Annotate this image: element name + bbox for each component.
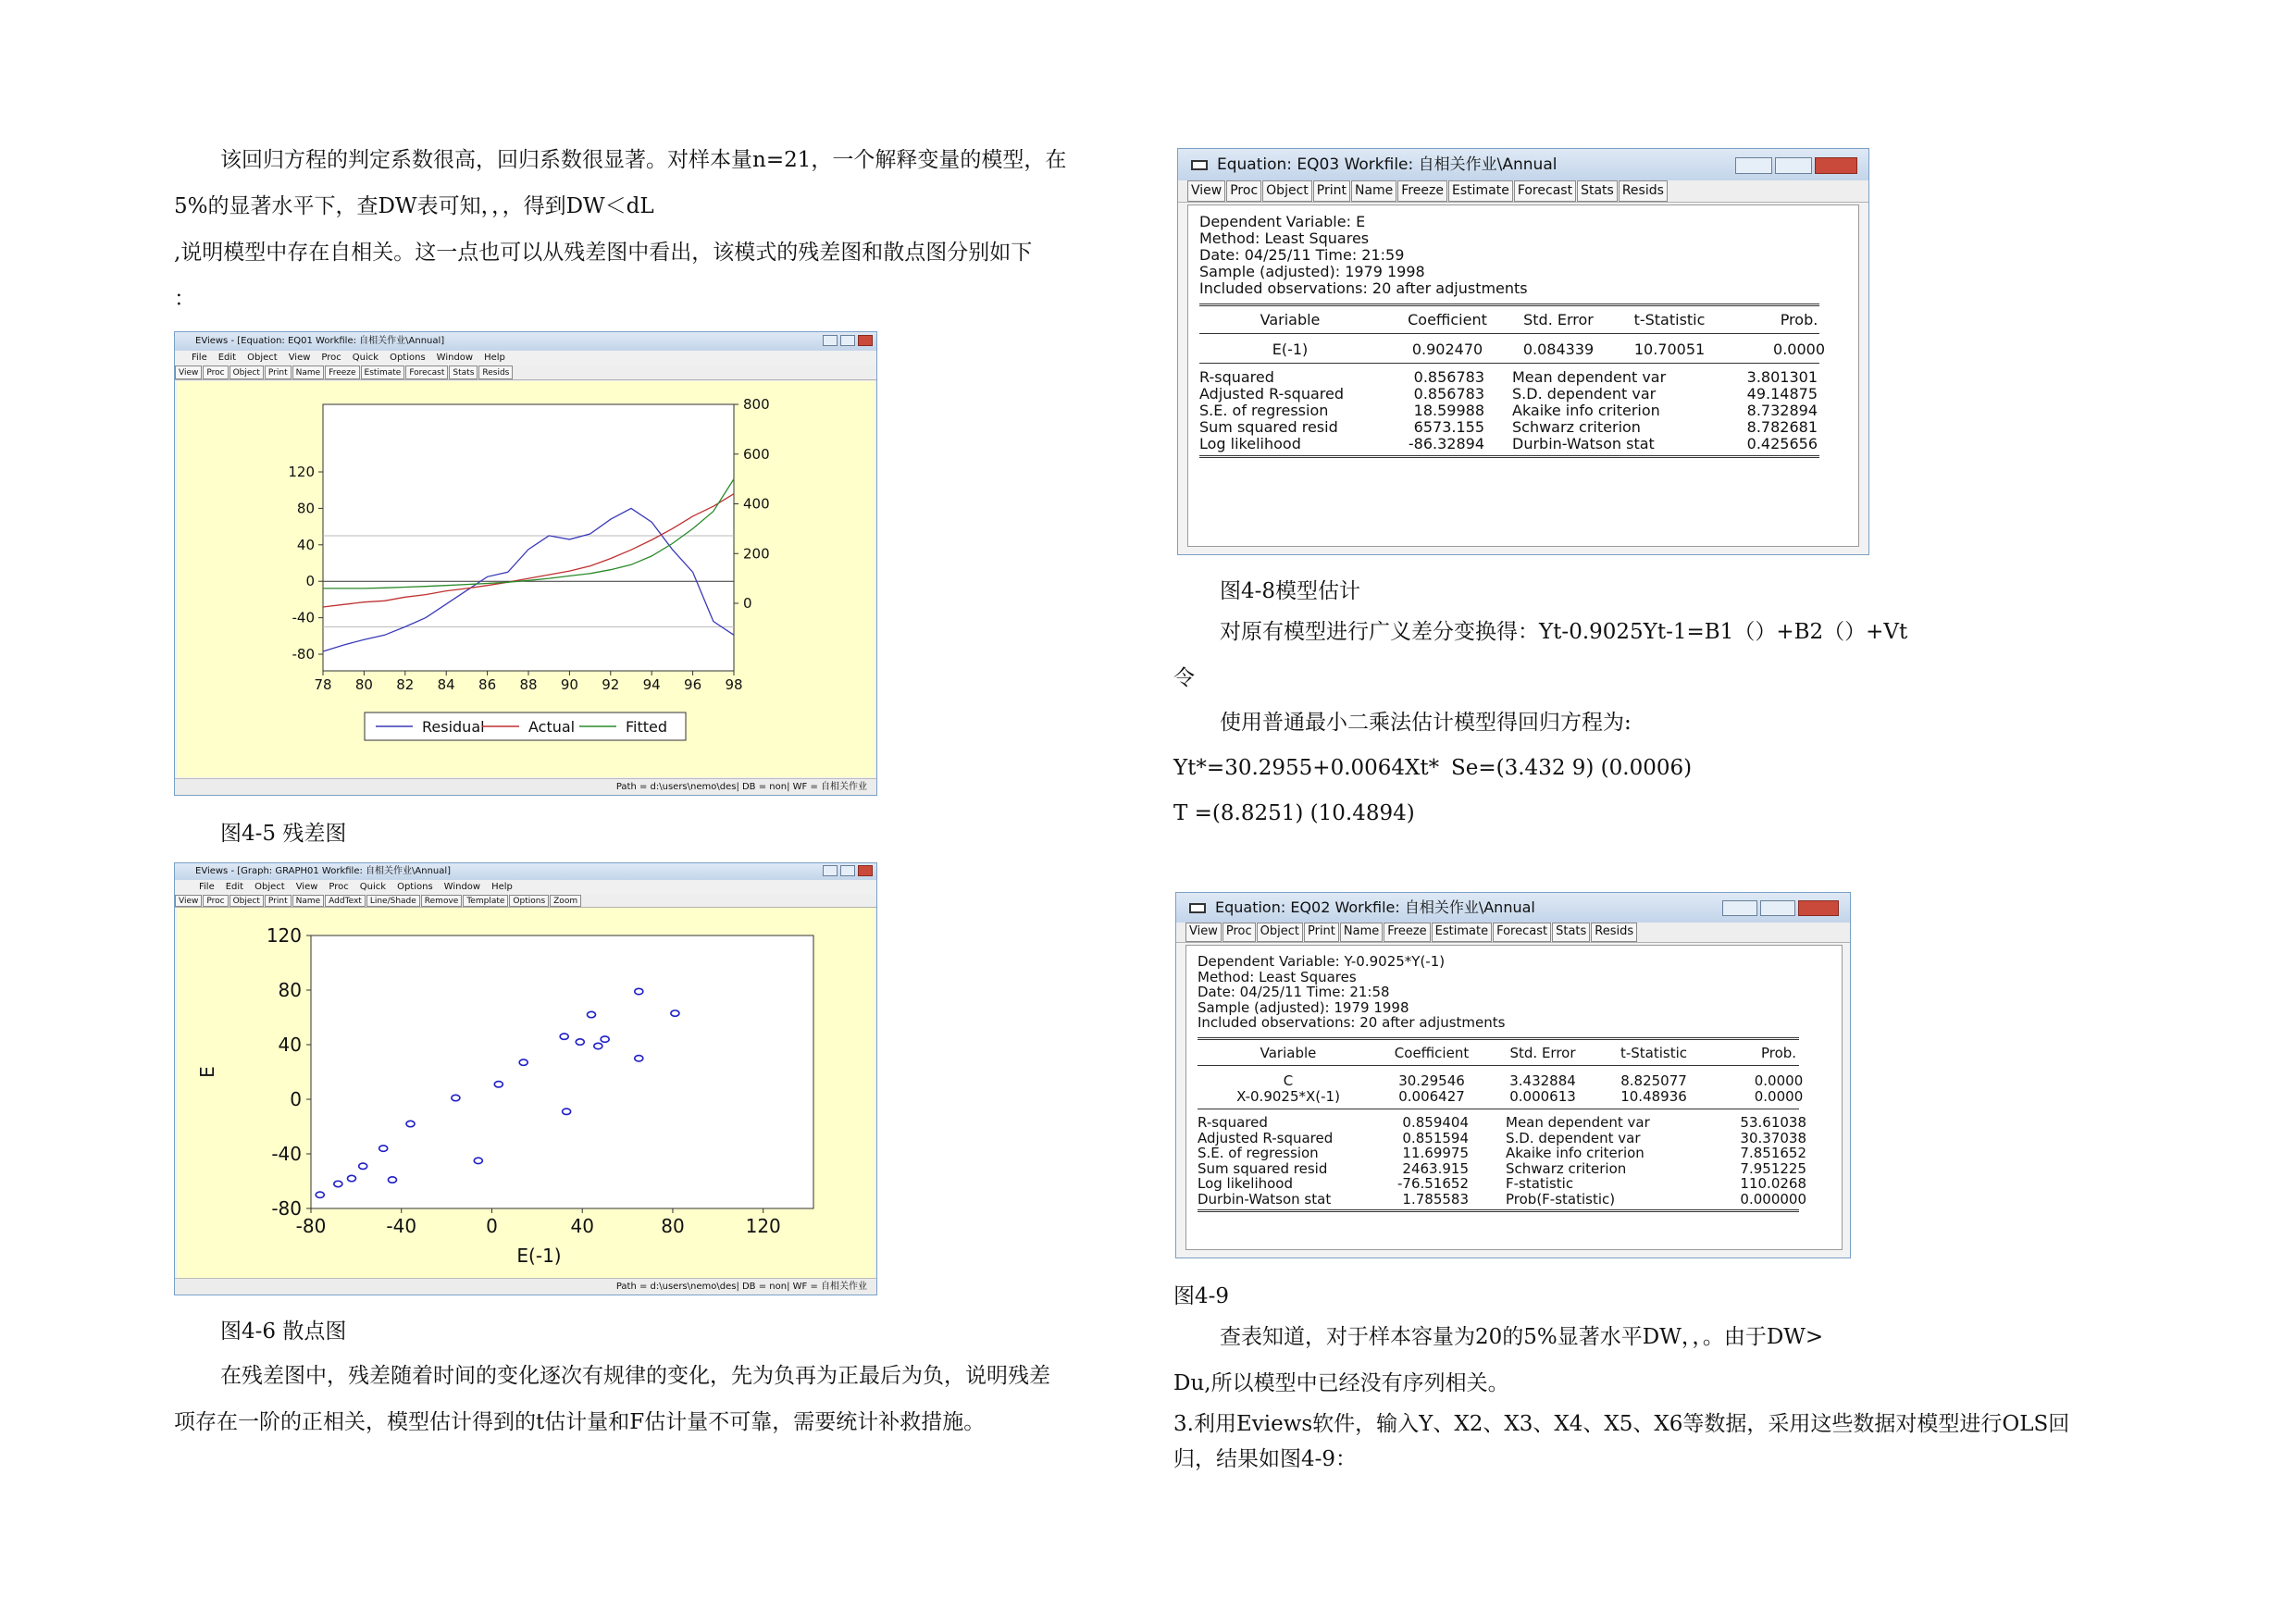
x-tick-label: 98 — [725, 676, 743, 693]
toolbar-button-resids[interactable]: Resids — [1591, 923, 1637, 942]
table-rule — [1198, 1037, 1799, 1040]
menu-help[interactable]: Help — [491, 882, 513, 892]
header-line: Included observations: 20 after adjustments — [1199, 279, 1528, 297]
menu-bar — [175, 351, 876, 365]
paragraph-3-line-1: 查表知道，对于样本容量为20的5%显著水平DW，，。由于DW> — [1220, 1325, 1824, 1349]
stat-value: -76.51652 — [1397, 1175, 1469, 1192]
menu-object[interactable]: Object — [247, 353, 278, 363]
stat-value: 11.69975 — [1402, 1145, 1469, 1161]
window-controls — [823, 865, 873, 876]
table-cell: 0.0000 — [1773, 341, 1825, 358]
toolbar-button-print[interactable]: Print — [265, 365, 292, 379]
x-tick-label: 90 — [560, 676, 578, 693]
equation-toolbar — [175, 365, 876, 380]
menu-window[interactable]: Window — [443, 882, 481, 892]
table-rule — [1199, 333, 1819, 334]
plot-frame — [323, 404, 734, 671]
regression-equation: Yt*=30.2955+0.0064Xt* — [1173, 756, 1440, 780]
table-cell: 30.29546 — [1398, 1072, 1465, 1089]
paragraph-1-line-2: 5%的显著水平下，查DW表可知，，，得到DW＜dL — [174, 194, 654, 218]
eviews-eq03-window — [1177, 148, 1869, 555]
stat-label: Durbin-Watson stat — [1512, 435, 1655, 452]
stat-value: 0.856783 — [1413, 385, 1484, 403]
status-bar: Path = d:\users\nemo\des| DB = non| WF = 自相关作业 — [175, 1278, 876, 1295]
equation-toolbar — [1178, 180, 1868, 203]
column-header: Std. Error — [1523, 311, 1594, 328]
stat-value: 7.951225 — [1740, 1159, 1806, 1177]
table-cell: E(-1) — [1272, 341, 1309, 358]
t-statistics: T =(8.8251) (10.4894) — [1173, 801, 1415, 825]
close-icon[interactable] — [858, 335, 873, 346]
stat-value: 8.782681 — [1746, 418, 1818, 436]
x-axis-label: E(-1) — [516, 1245, 562, 1267]
stat-label: Prob(F-statistic) — [1506, 1190, 1616, 1208]
toolbar-button-forecast[interactable]: Forecast — [1493, 923, 1551, 942]
y-tick-label: 40 — [278, 1034, 302, 1056]
left-tick-label: 0 — [305, 573, 315, 590]
graph-area — [177, 908, 875, 1278]
stat-value: 2463.915 — [1402, 1159, 1469, 1177]
x-tick-label: 78 — [314, 676, 332, 693]
toolbar-button-options[interactable]: Options — [509, 895, 549, 907]
legend-label: Actual — [528, 718, 576, 736]
stat-label: Mean dependent var — [1506, 1114, 1650, 1131]
header-line: Date: 04/25/11 Time: 21:59 — [1199, 246, 1405, 264]
column-header: Prob. — [1760, 1044, 1797, 1061]
menu-options[interactable]: Options — [397, 882, 433, 892]
ols-line: 使用普通最小二乘法估计模型得回归方程为: — [1220, 711, 1632, 735]
column-header: Prob. — [1780, 311, 1818, 328]
window-controls — [823, 335, 873, 346]
toolbar-button-estimate[interactable]: Estimate — [1432, 923, 1492, 942]
stat-label: Akaike info criterion — [1506, 1145, 1644, 1161]
stat-value: 110.0268 — [1740, 1175, 1806, 1192]
header-line: Dependent Variable: E — [1199, 213, 1366, 230]
figure-4-8-caption: 图4-8模型估计 — [1220, 579, 1361, 603]
menu-window[interactable]: Window — [436, 353, 474, 363]
toolbar-button-print[interactable]: Print — [265, 895, 292, 907]
status-bar: Path = d:\users\nemo\des| DB = non| WF = 自相关作业 — [175, 778, 876, 795]
column-header: Std. Error — [1509, 1044, 1576, 1061]
minimize-icon[interactable] — [823, 335, 838, 346]
stat-label: Log likelihood — [1198, 1175, 1293, 1192]
window-title: Equation: EQ02 Workfile: 自相关作业\Annual — [1215, 898, 1535, 916]
header-line: Sample (adjusted): 1979 1998 — [1198, 998, 1409, 1016]
toolbar-button-zoom[interactable]: Zoom — [550, 895, 581, 907]
stat-value: -86.32894 — [1408, 435, 1484, 452]
stat-label: Sum squared resid — [1199, 418, 1338, 436]
table-rule — [1198, 1209, 1799, 1212]
graph-area — [177, 381, 875, 777]
stat-label: Adjusted R-squared — [1199, 385, 1345, 403]
stat-label: Schwarz criterion — [1512, 418, 1641, 436]
toolbar-button-estimate[interactable]: Estimate — [1448, 180, 1513, 202]
legend-label: Fitted — [626, 718, 668, 736]
column-header: t-Statistic — [1633, 311, 1706, 328]
window-title-bar[interactable] — [175, 863, 876, 880]
figure-4-6-caption: 图4-6 散点图 — [220, 1319, 347, 1344]
paragraph-1-line-3: ,说明模型中存在自相关。这一点也可以从残差图中看出，该模式的残差图和散点图分别如下 — [174, 241, 1033, 265]
menu-file[interactable]: File — [192, 353, 207, 363]
minimize-icon[interactable] — [1735, 157, 1772, 174]
table-cell: 10.70051 — [1633, 341, 1706, 358]
equation-output — [1187, 204, 1859, 547]
toolbar-button-view[interactable]: View — [1187, 180, 1225, 202]
table-cell: 0.000613 — [1509, 1087, 1576, 1105]
y-tick-label: -80 — [271, 1197, 302, 1220]
column-header: t-Statistic — [1620, 1044, 1688, 1061]
left-tick-label: -40 — [292, 609, 315, 626]
paragraph-4-line-2: 归，结果如图4-9： — [1173, 1447, 1358, 1471]
table-cell: 0.006427 — [1398, 1087, 1465, 1105]
ling-line: 令 — [1173, 666, 1195, 690]
header-line: Method: Least Squares — [1198, 968, 1357, 985]
menu-quick[interactable]: Quick — [352, 353, 379, 363]
toolbar-button-name[interactable]: Name — [292, 365, 325, 379]
right-tick-label: 800 — [743, 396, 770, 413]
toolbar-button-print[interactable]: Print — [1313, 180, 1350, 202]
paragraph-1-line-4: ： — [174, 287, 195, 311]
stat-value: 0.851594 — [1402, 1129, 1469, 1146]
gls-transform-line: 对原有模型进行广义差分变换得：Yt-0.9025Yt-1=B1（）+B2（）+Vt — [1220, 620, 1908, 644]
toolbar-button-proc[interactable]: Proc — [203, 895, 228, 907]
x-tick-label: 120 — [745, 1215, 781, 1237]
legend-label: Residual — [422, 718, 485, 736]
stat-label: Schwarz criterion — [1506, 1159, 1627, 1177]
y-tick-label: 0 — [290, 1088, 302, 1110]
x-tick-label: 88 — [519, 676, 538, 693]
graph-toolbar — [175, 895, 876, 908]
menu-file[interactable]: File — [199, 882, 215, 892]
stat-value: 0.859404 — [1402, 1114, 1469, 1131]
stat-value: 49.14875 — [1746, 385, 1818, 403]
x-tick-label: 86 — [478, 676, 497, 693]
table-cell: 0.0000 — [1754, 1087, 1804, 1105]
menu-proc[interactable]: Proc — [321, 353, 341, 363]
toolbar-button-resids[interactable]: Resids — [478, 365, 513, 379]
standard-errors: Se=(3.432 9) (0.0006) — [1451, 756, 1693, 780]
stat-value: 0.000000 — [1740, 1190, 1806, 1208]
toolbar-button-name[interactable]: Name — [1351, 180, 1396, 202]
stat-value: 8.732894 — [1746, 402, 1818, 419]
stat-label: Sum squared resid — [1198, 1159, 1328, 1177]
table-cell: X-0.9025*X(-1) — [1236, 1087, 1340, 1105]
paragraph-2-line-1: 在残差图中，残差随着时间的变化逐次有规律的变化，先为负再为正最后为负，说明残差 — [220, 1364, 1050, 1388]
menu-edit[interactable]: Edit — [225, 882, 244, 892]
x-tick-label: -80 — [295, 1215, 327, 1237]
toolbar-button-stats[interactable]: Stats — [1552, 923, 1590, 942]
y-tick-label: 120 — [266, 924, 302, 947]
paragraph-3-line-2: Du,所以模型中已经没有序列相关。 — [1173, 1371, 1509, 1395]
paragraph-2-line-2: 项存在一阶的正相关，模型估计得到的t估计量和F估计量不可靠，需要统计补救措施。 — [174, 1410, 986, 1434]
right-tick-label: 400 — [743, 495, 770, 513]
stat-label: S.D. dependent var — [1506, 1129, 1641, 1146]
toolbar-button-stats[interactable]: Stats — [449, 365, 478, 379]
table-cell: 8.825077 — [1620, 1072, 1687, 1089]
toolbar-button-object[interactable]: Object — [230, 895, 264, 907]
toolbar-button-template[interactable]: Template — [463, 895, 508, 907]
stat-label: R-squared — [1198, 1114, 1268, 1131]
stat-value: 3.801301 — [1746, 368, 1818, 386]
toolbar-button-object[interactable]: Object — [1257, 923, 1303, 942]
menu-edit[interactable]: Edit — [217, 353, 237, 363]
table-cell: 0.0000 — [1754, 1072, 1804, 1089]
window-controls — [1722, 900, 1839, 916]
toolbar-button-resids[interactable]: Resids — [1619, 180, 1668, 202]
stat-label: F-statistic — [1506, 1175, 1574, 1192]
x-tick-label: 96 — [684, 676, 702, 693]
stat-value: 7.851652 — [1740, 1145, 1806, 1161]
menu-quick[interactable]: Quick — [359, 882, 387, 892]
figure-4-9-caption: 图4-9 — [1173, 1284, 1230, 1308]
header-line: Included observations: 20 after adjustments — [1198, 1014, 1506, 1031]
menu-help[interactable]: Help — [484, 353, 505, 363]
menu-options[interactable]: Options — [390, 353, 426, 363]
toolbar-button-object[interactable]: Object — [230, 365, 264, 379]
stat-value: 18.59988 — [1413, 402, 1484, 419]
toolbar-button-freeze[interactable]: Freeze — [1397, 180, 1447, 202]
left-tick-label: 80 — [296, 500, 315, 517]
close-icon[interactable] — [1798, 900, 1839, 916]
header-line: Dependent Variable: Y-0.9025*Y(-1) — [1198, 953, 1446, 970]
x-tick-label: -40 — [386, 1215, 417, 1237]
paragraph-1-line-1: 该回归方程的判定系数很高，回归系数很显著。对样本量n=21，一个解释变量的模型，在 — [220, 148, 1067, 172]
minimize-icon[interactable] — [1722, 900, 1757, 916]
column-header: Variable — [1260, 1044, 1317, 1061]
stat-label: R-squared — [1199, 368, 1274, 386]
toolbar-button-proc[interactable]: Proc — [203, 365, 228, 379]
x-tick-label: 80 — [661, 1215, 685, 1237]
right-tick-label: 600 — [743, 445, 770, 463]
maximize-icon[interactable] — [840, 865, 855, 876]
y-axis-label: E — [196, 1066, 218, 1078]
header-line: Sample (adjusted): 1979 1998 — [1199, 263, 1425, 280]
stat-value: 1.785583 — [1402, 1190, 1469, 1208]
y-tick-label: 80 — [278, 979, 302, 1001]
window-title-bar[interactable] — [175, 332, 876, 351]
toolbar-button-view[interactable]: View — [175, 365, 202, 379]
x-tick-label: 40 — [570, 1215, 594, 1237]
toolbar-button-object[interactable]: Object — [1262, 180, 1312, 202]
column-header: Coefficient — [1408, 311, 1487, 328]
table-cell: C — [1283, 1072, 1294, 1089]
menu-object[interactable]: Object — [254, 882, 285, 892]
x-tick-label: 0 — [486, 1215, 498, 1237]
close-icon[interactable] — [1815, 157, 1857, 174]
toolbar-button-estimate[interactable]: Estimate — [361, 365, 405, 379]
residual-chart — [177, 381, 875, 777]
x-tick-label: 80 — [354, 676, 373, 693]
stat-label: Mean dependent var — [1512, 368, 1667, 386]
maximize-icon[interactable] — [1760, 900, 1795, 916]
eviews-residual-window — [174, 331, 877, 796]
toolbar-button-remove[interactable]: Remove — [421, 895, 463, 907]
stat-value: 30.37038 — [1740, 1129, 1806, 1146]
scatter-chart — [177, 908, 875, 1278]
figure-4-5-caption: 图4-5 残差图 — [220, 822, 347, 846]
table-cell: 0.902470 — [1411, 341, 1483, 358]
menu-proc[interactable]: Proc — [329, 882, 349, 892]
maximize-icon[interactable] — [840, 335, 855, 346]
toolbar-button-view[interactable]: View — [1185, 923, 1222, 942]
minimize-icon[interactable] — [823, 865, 838, 876]
stat-label: Adjusted R-squared — [1198, 1129, 1334, 1146]
stat-value: 0.425656 — [1746, 435, 1818, 452]
table-cell: 10.48936 — [1620, 1087, 1687, 1105]
column-header: Variable — [1260, 311, 1321, 328]
window-title: EViews - [Graph: GRAPH01 Workfile: 自相关作业\Annual] — [195, 866, 452, 876]
close-icon[interactable] — [858, 865, 873, 876]
x-tick-label: 82 — [396, 676, 415, 693]
equation-toolbar — [1176, 923, 1850, 943]
window-title: EViews - [Equation: EQ01 Workfile: 自相关作业\Annual] — [195, 336, 445, 346]
eviews-scatter-window — [174, 862, 877, 1295]
menu-view[interactable]: View — [288, 353, 311, 363]
header-line: Date: 04/25/11 Time: 21:58 — [1198, 984, 1390, 1000]
stat-label: S.E. of regression — [1199, 402, 1329, 419]
toolbar-button-forecast[interactable]: Forecast — [1514, 180, 1576, 202]
stat-label: Durbin-Watson stat — [1198, 1190, 1332, 1208]
left-tick-label: -80 — [292, 646, 315, 663]
toolbar-button-line-shade[interactable]: Line/Shade — [366, 895, 420, 907]
header-line: Method: Least Squares — [1199, 229, 1370, 247]
table-cell: 0.084339 — [1522, 341, 1595, 358]
menu-view[interactable]: View — [295, 882, 318, 892]
plot-frame — [311, 935, 813, 1208]
stat-label: S.E. of regression — [1198, 1145, 1319, 1161]
toolbar-button-freeze[interactable]: Freeze — [1384, 923, 1430, 942]
right-tick-label: 0 — [743, 595, 752, 612]
stat-label: S.D. dependent var — [1512, 385, 1657, 403]
stat-value: 53.61038 — [1740, 1114, 1806, 1131]
window-controls — [1735, 157, 1857, 174]
toolbar-button-stats[interactable]: Stats — [1577, 180, 1618, 202]
stat-value: 6573.155 — [1413, 418, 1484, 436]
left-tick-label: 40 — [296, 536, 315, 553]
window-icon — [1189, 903, 1206, 913]
right-tick-label: 200 — [743, 545, 770, 563]
maximize-icon[interactable] — [1775, 157, 1812, 174]
toolbar-button-name[interactable]: Name — [1340, 923, 1383, 942]
stat-label: Akaike info criterion — [1512, 402, 1660, 419]
table-rule — [1199, 304, 1819, 306]
toolbar-button-freeze[interactable]: Freeze — [325, 365, 359, 379]
toolbar-button-addtext[interactable]: AddText — [325, 895, 366, 907]
toolbar-button-proc[interactable]: Proc — [1226, 180, 1261, 202]
eviews-eq02-window — [1175, 892, 1851, 1258]
table-cell: 3.432884 — [1509, 1072, 1576, 1089]
stat-label: Log likelihood — [1199, 435, 1301, 452]
toolbar-button-proc[interactable]: Proc — [1222, 923, 1256, 942]
table-rule — [1199, 363, 1819, 364]
column-header: Coefficient — [1394, 1044, 1470, 1061]
paragraph-4-line-1: 3.利用Eviews软件，输入Y、X2、X3、X4、X5、X6等数据，采用这些数据对模型进行OLS回 — [1173, 1412, 2070, 1436]
toolbar-button-print[interactable]: Print — [1304, 923, 1339, 942]
x-tick-label: 84 — [437, 676, 455, 693]
y-tick-label: -40 — [271, 1143, 302, 1165]
table-rule — [1198, 1065, 1799, 1066]
table-rule — [1199, 455, 1819, 458]
toolbar-button-view[interactable]: View — [175, 895, 202, 907]
equation-output — [1185, 945, 1843, 1250]
window-title: Equation: EQ03 Workfile: 自相关作业\Annual — [1217, 155, 1558, 174]
left-tick-label: 120 — [288, 464, 315, 480]
x-tick-label: 94 — [642, 676, 661, 693]
toolbar-button-forecast[interactable]: Forecast — [405, 365, 448, 379]
toolbar-button-name[interactable]: Name — [292, 895, 325, 907]
stat-value: 0.856783 — [1413, 368, 1484, 386]
x-tick-label: 92 — [602, 676, 620, 693]
menu-bar — [175, 880, 876, 895]
window-icon — [1191, 160, 1208, 170]
legend — [365, 712, 686, 740]
